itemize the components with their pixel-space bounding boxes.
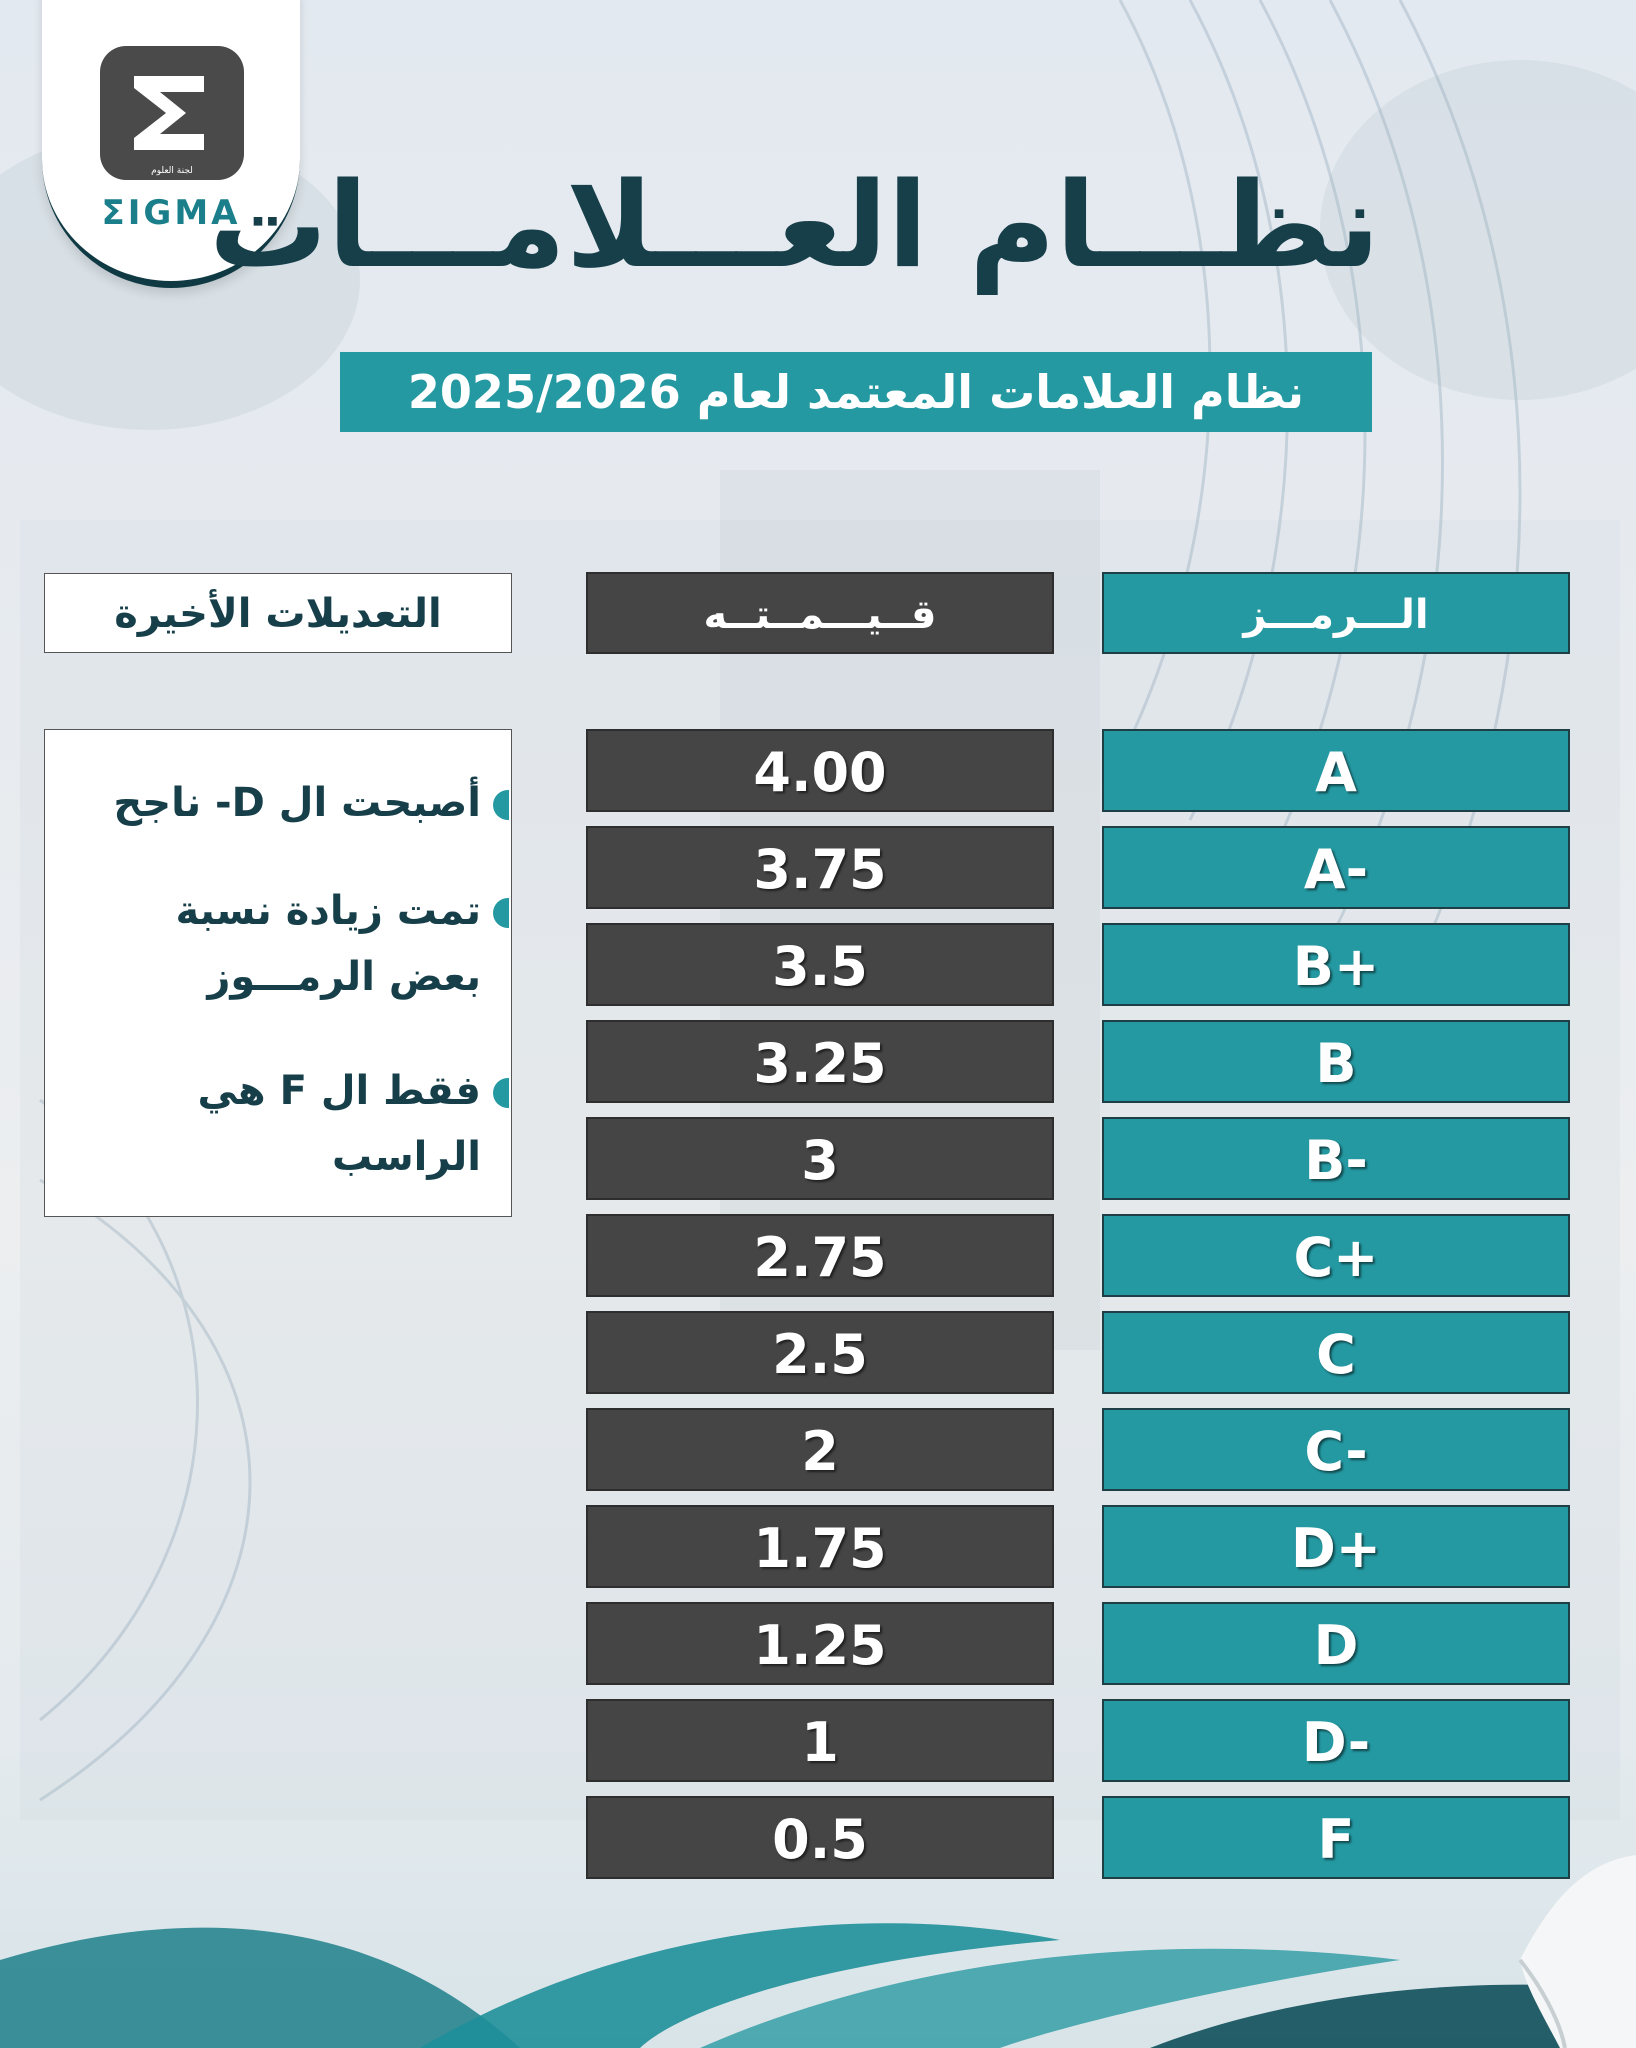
note-text: أصبحت ال D- ناجح — [113, 780, 481, 826]
bullet-icon — [493, 790, 509, 820]
grade-value: 3.25 — [586, 1020, 1054, 1103]
brand-name: ΣIGMA — [101, 193, 241, 233]
grade-symbol: C- — [1102, 1408, 1570, 1491]
grade-symbol: D+ — [1102, 1505, 1570, 1588]
grade-symbol: B — [1102, 1020, 1570, 1103]
grade-symbol: B- — [1102, 1117, 1570, 1200]
note-item — [81, 878, 481, 1010]
grade-value: 2.5 — [586, 1311, 1054, 1394]
grade-value: 3 — [586, 1117, 1054, 1200]
notes-box — [44, 729, 512, 1217]
note-item — [81, 770, 481, 836]
note-text: تمت زيادة نسبة بعض الرمـــوز — [175, 888, 481, 1000]
grade-value: 2.75 — [586, 1214, 1054, 1297]
grade-symbol: C — [1102, 1311, 1570, 1394]
grade-value: 1.25 — [586, 1602, 1054, 1685]
grade-value: 3.5 — [586, 923, 1054, 1006]
grade-value: 4.00 — [586, 729, 1054, 812]
grade-symbol: A- — [1102, 826, 1570, 909]
grade-value: 1.75 — [586, 1505, 1054, 1588]
grade-symbol: A — [1102, 729, 1570, 812]
logo-tagline: لجنة العلوم — [151, 166, 193, 176]
bullet-icon — [493, 1078, 509, 1108]
note-text: فقط ال F هي الراسب — [197, 1068, 481, 1180]
grade-symbol: D — [1102, 1602, 1570, 1685]
grade-value: 3.75 — [586, 826, 1054, 909]
grade-symbol: F — [1102, 1796, 1570, 1879]
bullet-icon — [493, 898, 509, 928]
header-notes: التعديلات الأخيرة — [44, 573, 512, 653]
page-title: نظـــام العـــلامـــات — [208, 156, 1380, 294]
grade-value: 1 — [586, 1699, 1054, 1782]
note-item — [81, 1058, 481, 1190]
grade-symbol: C+ — [1102, 1214, 1570, 1297]
grade-value: 0.5 — [586, 1796, 1054, 1879]
header-value: قــيـــمــتــه — [586, 572, 1054, 654]
subtitle-banner: نظام العلامات المعتمد لعام 2025/2026 — [340, 352, 1372, 432]
grade-value: 2 — [586, 1408, 1054, 1491]
grade-symbol: D- — [1102, 1699, 1570, 1782]
header-symbol: الـــرمـــز — [1102, 572, 1570, 654]
grade-symbol: B+ — [1102, 923, 1570, 1006]
